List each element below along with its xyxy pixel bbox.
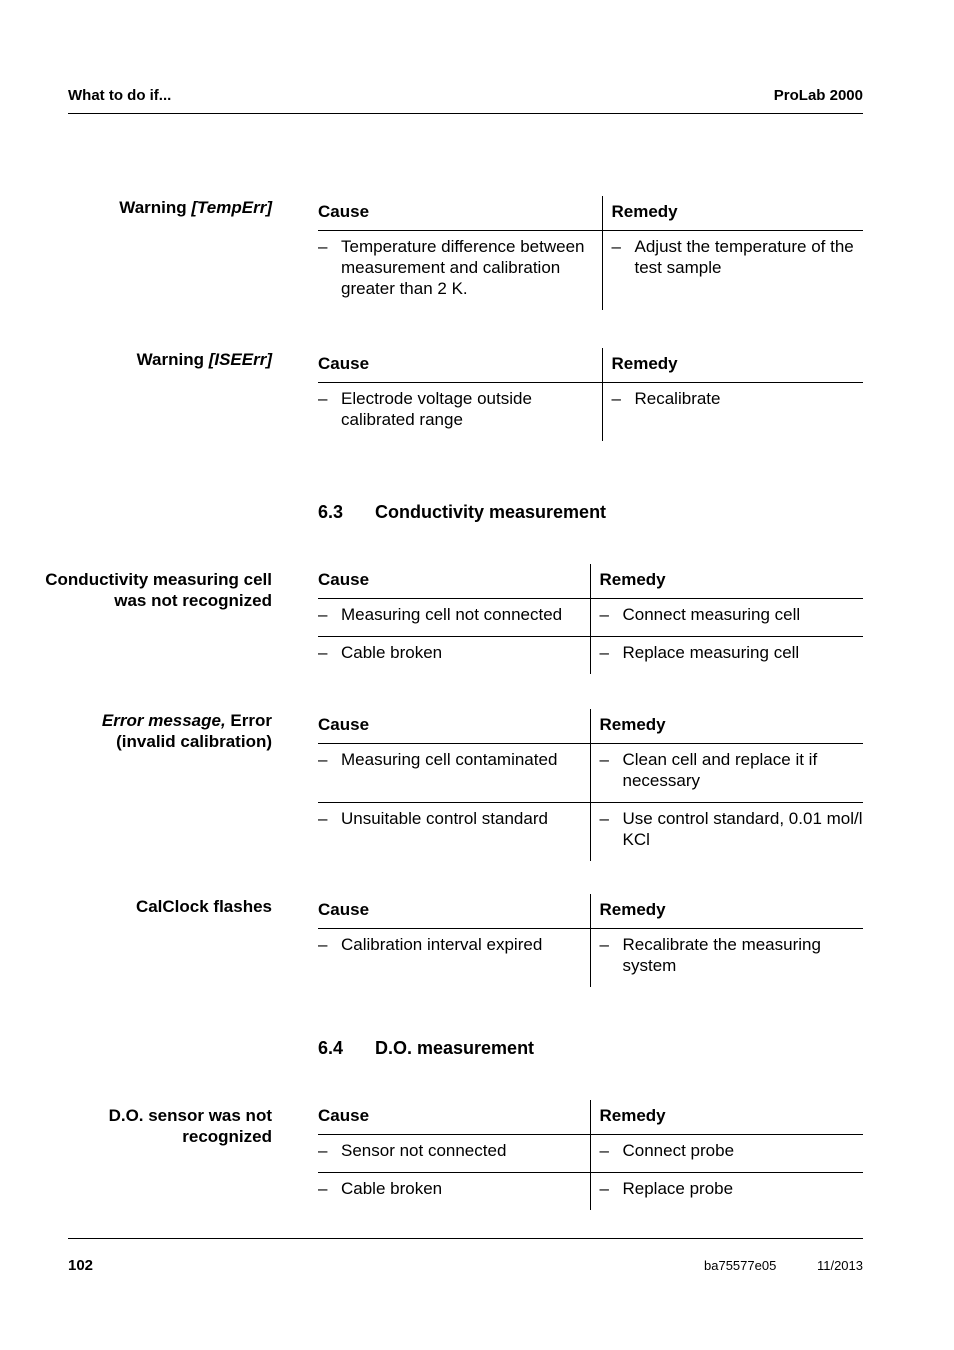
- section-heading-6-4: [318, 1038, 534, 1059]
- page-footer: [68, 1238, 863, 1274]
- dash: –: [599, 1179, 609, 1198]
- remedy-header: Remedy: [590, 1100, 863, 1135]
- dash: –: [611, 389, 621, 408]
- do-sensor-table: [318, 1100, 863, 1210]
- cause-text: Temperature difference between measurement and calibration greater than 2 K.: [341, 237, 585, 298]
- label-italic: [TempErr]: [191, 198, 272, 217]
- table-row: [318, 803, 863, 862]
- error-invalid-calibration-table: [318, 709, 863, 861]
- iseErr-table: [318, 348, 863, 441]
- remedy-header: Remedy: [602, 348, 863, 383]
- dash: –: [599, 1141, 609, 1160]
- label-prefix: Warning: [136, 350, 209, 369]
- cause-header: Cause: [318, 715, 370, 734]
- remedy-text: Replace probe: [622, 1179, 734, 1198]
- section-number: 6.4: [318, 1038, 344, 1058]
- label-italic: Error message,: [101, 711, 226, 730]
- table-row: [318, 1135, 863, 1173]
- document-number: ba75577e05: [704, 1258, 777, 1273]
- remedy-header: Remedy: [590, 564, 863, 599]
- dash: –: [318, 1141, 328, 1160]
- cause-text: Cable broken: [341, 1179, 443, 1198]
- product-name: ProLab 2000: [773, 87, 863, 104]
- cause-text: Measuring cell contaminated: [341, 750, 558, 769]
- table-row: [318, 1173, 863, 1211]
- remedy-text: Connect measuring cell: [622, 605, 801, 624]
- table-row: [318, 929, 863, 988]
- dash: –: [599, 643, 609, 662]
- section-title: Conductivity measurement: [375, 502, 607, 522]
- remedy-text: Recalibrate the measuring system: [622, 935, 821, 975]
- table-row: [318, 599, 863, 637]
- label-prefix: Warning: [119, 198, 192, 217]
- cause-header: Cause: [318, 1106, 370, 1125]
- cause-header: Cause: [318, 900, 370, 919]
- remedy-header: Remedy: [590, 894, 863, 929]
- cause-header: Cause: [318, 202, 370, 221]
- remedy-text: Adjust the temperature of the test sample: [634, 237, 854, 277]
- remedy-text: Recalibrate: [634, 389, 721, 408]
- dash: –: [611, 237, 621, 256]
- conductivity-cell-label: Conductivity measuring cell was not recognized: [45, 570, 272, 610]
- dash: –: [318, 935, 328, 954]
- tempErr-table: [318, 196, 863, 310]
- remedy-header: Remedy: [602, 196, 863, 231]
- cause-text: Cable broken: [341, 643, 443, 662]
- calclock-table: [318, 894, 863, 987]
- cause-text: Calibration interval expired: [341, 935, 543, 954]
- chapter-title: What to do if...: [68, 87, 172, 104]
- dash: –: [599, 935, 609, 954]
- table-row: [318, 744, 863, 803]
- cause-text: Electrode voltage outside calibrated range: [341, 389, 532, 429]
- remedy-text: Clean cell and replace it if necessary: [622, 750, 818, 790]
- dash: –: [318, 643, 328, 662]
- error-invalid-calibration-label: [40, 710, 272, 752]
- section-heading-6-3: [318, 502, 606, 523]
- section-title: D.O. measurement: [375, 1038, 535, 1058]
- remedy-header: Remedy: [590, 709, 863, 744]
- table-row: [318, 231, 863, 311]
- dash: –: [318, 1179, 328, 1198]
- remedy-text: Use control standard, 0.01 mol/l KCl: [622, 809, 863, 849]
- table-row: [318, 383, 863, 442]
- table-row: [318, 637, 863, 675]
- page-number: 102: [68, 1257, 94, 1274]
- do-sensor-label: D.O. sensor was not recognized: [108, 1106, 272, 1146]
- cause-header: Cause: [318, 570, 370, 589]
- dash: –: [599, 750, 609, 769]
- document-date: 11/2013: [816, 1258, 863, 1273]
- dash: –: [318, 809, 328, 828]
- cause-text: Measuring cell not connected: [341, 605, 563, 624]
- dash: –: [318, 605, 328, 624]
- cause-text: Sensor not connected: [341, 1141, 507, 1160]
- iseErr-label: [40, 349, 272, 370]
- label-italic: [ISEErr]: [208, 350, 272, 369]
- conductivity-cell-table: [318, 564, 863, 674]
- dash: –: [318, 237, 328, 256]
- tempErr-label: [40, 197, 272, 218]
- section-number: 6.3: [318, 502, 344, 522]
- calclock-label: CalClock flashes: [135, 897, 272, 916]
- remedy-text: Connect probe: [622, 1141, 735, 1160]
- cause-text: Unsuitable control standard: [341, 809, 548, 828]
- cause-header: Cause: [318, 354, 370, 373]
- label-suffix: Error (invalid calibration): [116, 711, 272, 751]
- dash: –: [599, 605, 609, 624]
- dash: –: [599, 809, 609, 828]
- dash: –: [318, 750, 328, 769]
- dash: –: [318, 389, 328, 408]
- remedy-text: Replace measuring cell: [622, 643, 800, 662]
- page-header: [68, 87, 863, 114]
